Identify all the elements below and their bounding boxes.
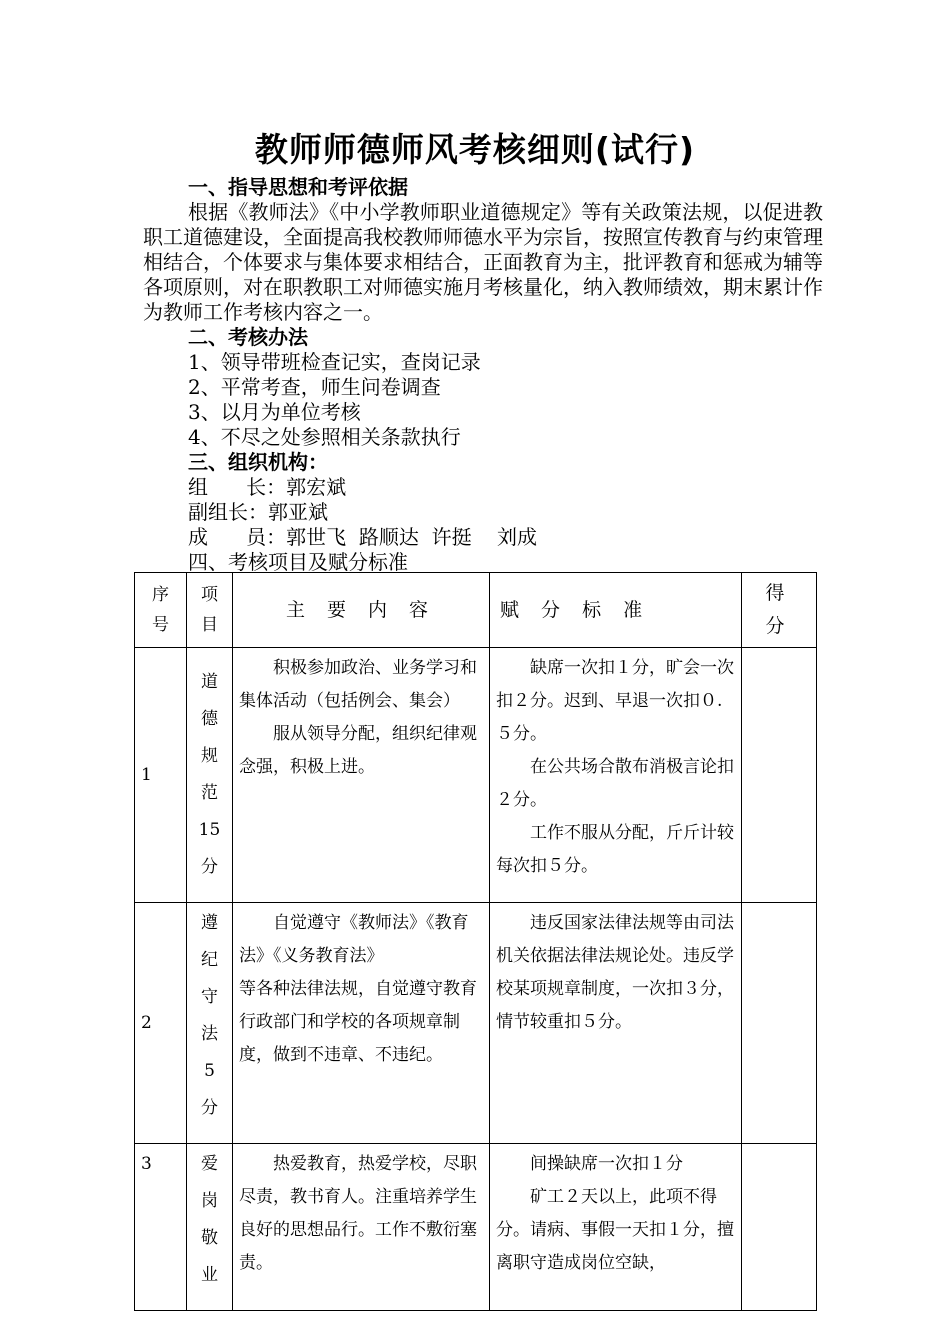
row-no: 2 <box>135 903 187 1144</box>
section-heading-2: 二、考核办法 <box>188 325 308 349</box>
item-char: 业 <box>201 1265 218 1285</box>
row-standard <box>490 648 742 903</box>
row-item <box>187 648 233 903</box>
section-heading-1: 一、指导思想和考评依据 <box>188 175 408 199</box>
item-char: 法 <box>201 1024 218 1044</box>
standard-para: 在公共场合散布消极言论扣２分。 <box>496 757 734 810</box>
item-char: 敬 <box>201 1228 218 1248</box>
item-char: 守 <box>201 987 218 1007</box>
item-char: 15 <box>198 820 221 840</box>
row-score[interactable] <box>742 648 817 903</box>
header-no-char: 号 <box>152 615 169 635</box>
item-char: 规 <box>201 746 218 766</box>
item-char: 分 <box>201 1098 218 1118</box>
header-no-char: 序 <box>152 585 169 605</box>
item-char: 爱 <box>201 1154 218 1174</box>
row-item <box>187 903 233 1144</box>
item-char: 遵 <box>201 913 218 933</box>
row-item <box>187 1144 233 1311</box>
table-row <box>135 648 817 903</box>
table-row <box>135 1144 817 1311</box>
item-char: 分 <box>201 857 218 877</box>
page-title: 教师师德师风考核细则(试行) <box>254 130 696 169</box>
table-header-row <box>135 573 817 648</box>
org-leader: 组 长：郭宏斌 <box>188 475 347 499</box>
header-no <box>135 573 187 648</box>
header-standard: 赋 分 标 准 <box>490 573 742 648</box>
row-no: 1 <box>135 648 187 903</box>
assessment-table <box>134 572 817 1311</box>
row-score[interactable] <box>742 903 817 1144</box>
standard-para: 违反国家法律法规等由司法机关依据法律法规论处。违反学校某项规章制度，一次扣３分，情节较重扣５分。 <box>496 913 734 1032</box>
item-char: 道 <box>201 672 218 692</box>
table-row <box>135 903 817 1144</box>
row-content <box>233 648 490 903</box>
method-item: 4、不尽之处参照相关条款执行 <box>188 425 461 449</box>
row-no: 3 <box>135 1144 187 1311</box>
section-heading-3: 三、组织机构： <box>188 450 328 474</box>
standard-para: 间操缺席一次扣１分 <box>530 1154 683 1174</box>
section-heading-4: 四、考核项目及赋分标准 <box>188 550 408 574</box>
item-char: 纪 <box>201 950 218 970</box>
item-char: 岗 <box>201 1191 218 1211</box>
content-para: 等各种法律法规，自觉遵守教育行政部门和学校的各项规章制度，做到不违章、不违纪。 <box>239 979 477 1065</box>
row-score[interactable] <box>742 1144 817 1311</box>
content-para: 积极参加政治、业务学习和集体活动（包括例会、集会） <box>239 658 477 711</box>
standard-para: 矿工２天以上，此项不得分。请病、事假一天扣１分，擅离职守造成岗位空缺， <box>496 1187 734 1273</box>
standard-para: 工作不服从分配，斤斤计较每次扣５分。 <box>496 823 734 876</box>
item-char: 德 <box>201 709 218 729</box>
row-standard <box>490 903 742 1144</box>
item-char: 5 <box>204 1061 215 1081</box>
document-body <box>143 175 823 575</box>
header-item-char: 目 <box>201 615 218 635</box>
row-content <box>233 903 490 1144</box>
item-char: 范 <box>201 783 218 803</box>
header-item <box>187 573 233 648</box>
method-item: 3、以月为单位考核 <box>188 400 361 424</box>
standard-para: 缺席一次扣１分，旷会一次扣２分。迟到、早退一次扣０.５分。 <box>496 658 734 744</box>
header-item-char: 项 <box>201 585 218 605</box>
method-item: 2、平常考查，师生问卷调查 <box>188 375 441 399</box>
section-paragraph-1: 根据《教师法》《中小学教师职业道德规定》等有关政策法规，以促进教职工道德建设，全面提高我校教师师德水平为宗旨，按照宣传教育与约束管理相结合，个体要求与集体要求相结合，正面教育为主，批评教育和惩戒为辅等各项原则，对在职教职工对师德实施月考核量化，纳入教师绩效，期末累计作为教师工作考核内容之一。 <box>143 200 823 324</box>
content-para: 服从领导分配，组织纪律观念强，积极上进。 <box>239 724 477 777</box>
row-content <box>233 1144 490 1311</box>
org-members: 成 员：郭世飞 路顺达 许挺 刘成 <box>188 525 538 549</box>
org-deputy: 副组长：郭亚斌 <box>188 500 328 524</box>
method-item: 1、领导带班检查记实，查岗记录 <box>188 350 481 374</box>
header-score: 得 分 <box>742 573 817 648</box>
header-content: 主 要 内 容 <box>233 573 490 648</box>
content-para: 自觉遵守《教师法》《教育法》《义务教育法》 <box>239 913 469 966</box>
content-para: 热爱教育，热爱学校，尽职尽责，教书育人。注重培养学生良好的思想品行。工作不敷衍塞责。 <box>239 1154 477 1273</box>
row-standard <box>490 1144 742 1311</box>
